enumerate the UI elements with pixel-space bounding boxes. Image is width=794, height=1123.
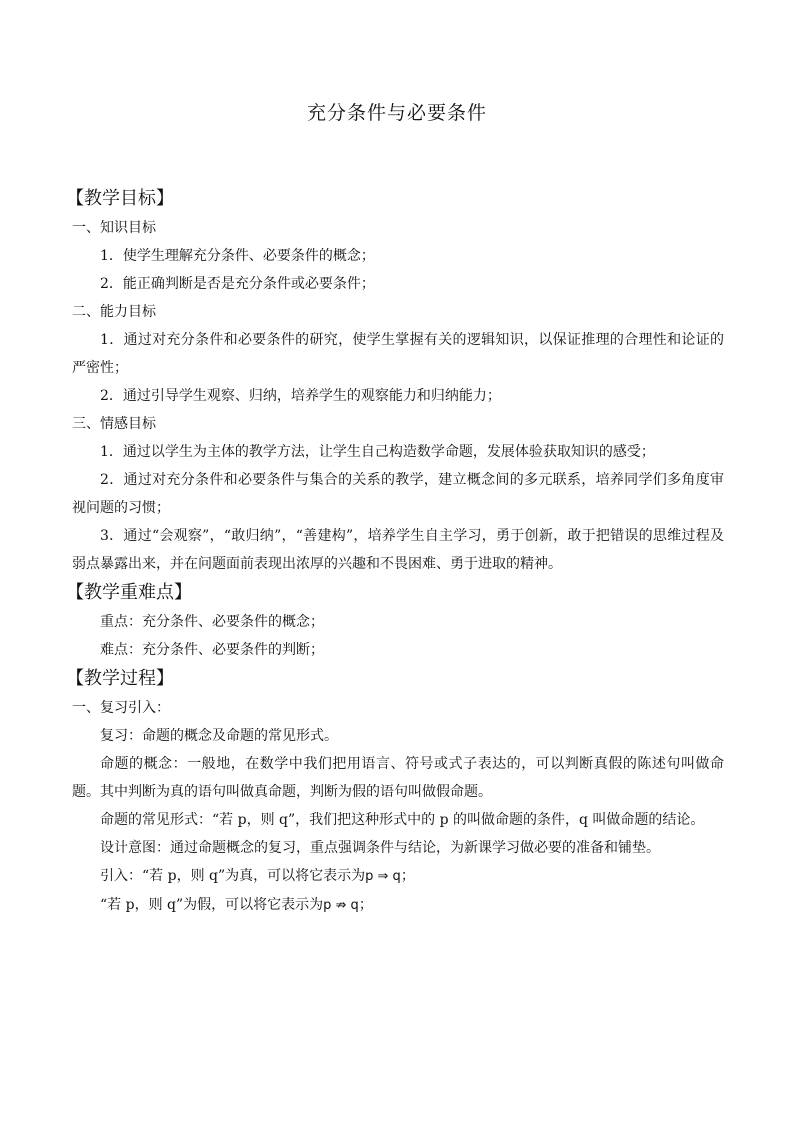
emotion-goal-2: 2．通过对充分条件和必要条件与集合的关系的教学，建立概念间的多元联系，培养同学们多角度审视问题的习惯； (72, 472, 724, 516)
intro-false-text: “若 p，则 q”为假，可以将它表示为 (100, 897, 324, 913)
intro-true-paragraph (72, 862, 724, 891)
intro-false-semicolon: ； (358, 897, 373, 913)
knowledge-goal-1: 1．使学生理解充分条件、必要条件的概念； (100, 248, 375, 264)
proposition-concept-paragraph: 命题的概念：一般地，在数学中我们把用语言、符号或式子表达的，可以判断真假的陈述句叫做命题。其中判断为真的语句叫做真命题，判断为假的语句叫做假命题。 (72, 756, 724, 800)
intro-true-text: 引入：“若 p，则 q”为真，可以将它表示为 (100, 868, 366, 884)
knowledge-goal-2: 2．能正确判断是否是充分条件或必要条件； (100, 276, 375, 292)
emotion-goal-1: 1．通过以学生为主体的教学方法，让学生自己构造数学命题，发展体验获取知识的感受； (100, 444, 655, 460)
review-paragraph: 复习：命题的概念及命题的常见形式。 (100, 728, 338, 744)
not-implies-symbol: p ⇏ q (323, 898, 359, 913)
design-intent-paragraph: 设计意图：通过命题概念的复习，重点强调条件与结论，为新课学习做必要的准备和铺垫。 (100, 840, 660, 856)
emotion-goals-heading: 三、情感目标 (72, 416, 156, 432)
section-heading-process: 【教学过程】 (66, 668, 174, 689)
proposition-form-paragraph: 命题的常见形式：“若 p，则 q”，我们把这种形式中的 p 的叫做命题的条件，q 叫做命题的结论。 (100, 812, 705, 828)
ability-goal-2: 2．通过引导学生观察、归纳，培养学生的观察能力和归纳能力； (100, 388, 501, 404)
document-body (66, 184, 724, 920)
section-heading-goals: 【教学目标】 (66, 188, 174, 209)
page-title: 充分条件与必要条件 (306, 102, 487, 124)
intro-true-semicolon: ； (400, 868, 415, 884)
emotion-goal-3: 3．通过“会观察”，“敢归纳”，“善建构”，培养学生自主学习，勇于创新，敢于把错误的思维过程及弱点暴露出来，并在问题面前表现出浓厚的兴趣和不畏困难、勇于进取的精神。 (72, 528, 724, 572)
intro-false-paragraph (72, 891, 724, 920)
key-point-important: 重点：充分条件、必要条件的概念； (100, 614, 324, 630)
ability-goal-1: 1．通过对充分条件和必要条件的研究，使学生掌握有关的逻辑知识，以保证推理的合理性和论证的严密性； (72, 332, 724, 376)
review-heading: 一、复习引入： (72, 700, 170, 716)
ability-goals-heading: 二、能力目标 (72, 304, 156, 320)
implies-symbol: p ⇒ q (365, 869, 401, 884)
section-heading-key-points: 【教学重难点】 (66, 582, 192, 603)
key-point-difficult: 难点：充分条件、必要条件的判断； (100, 642, 324, 658)
knowledge-goals-heading: 一、知识目标 (72, 220, 156, 236)
